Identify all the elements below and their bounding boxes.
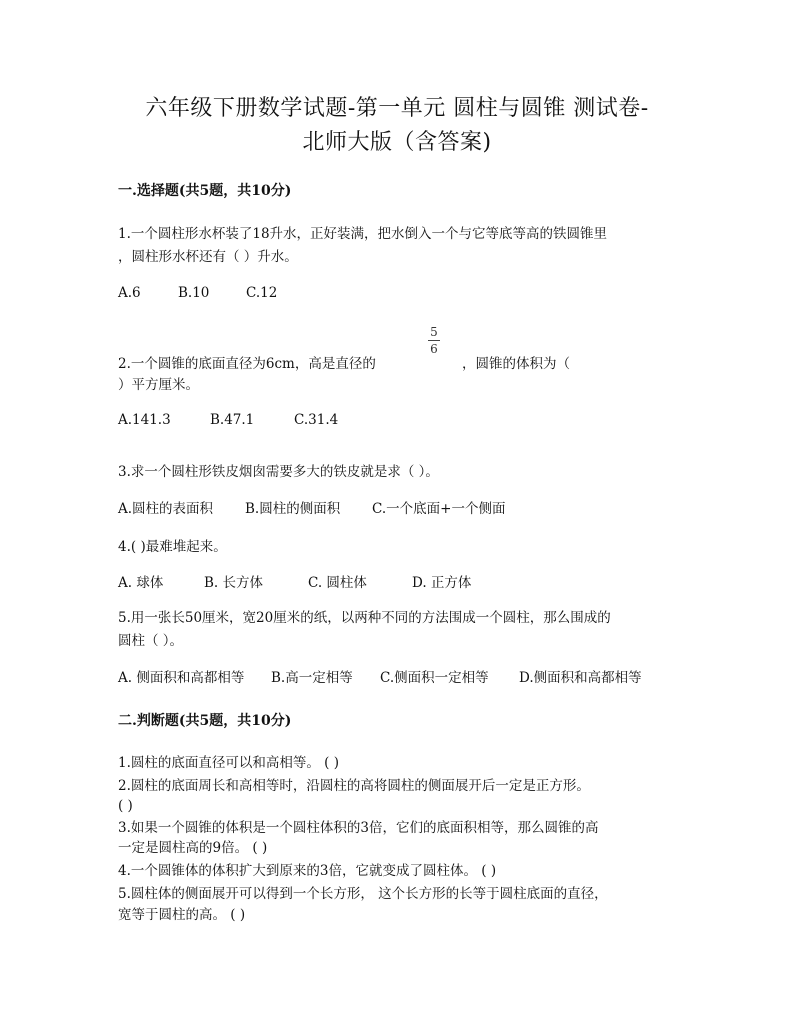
choice-q5-option-c: C.侧面积一定相等 bbox=[380, 670, 489, 686]
choice-q3-option-b: B.圆柱的侧面积 bbox=[245, 501, 341, 517]
choice-q4-option-d: D. 正方体 bbox=[412, 575, 472, 591]
choice-q5-options bbox=[118, 668, 642, 688]
choice-q5-text-line2: 圆柱（ ）。 bbox=[118, 633, 184, 649]
choice-q1-option-c: C.12 bbox=[246, 285, 278, 301]
choice-q1-option-a: A.6 bbox=[118, 285, 141, 301]
choice-q2-option-a: A.141.3 bbox=[118, 412, 171, 428]
choice-q1-text-line2: ，圆柱形水杯还有（ ）升水。 bbox=[118, 249, 298, 265]
choice-q2-option-c: C.31.4 bbox=[294, 412, 339, 428]
page-title-line2: 北师大版（含答案) bbox=[302, 130, 492, 155]
choice-q2-fraction bbox=[426, 325, 442, 356]
choice-q2-text-line1b: ，圆锥的体积为（ bbox=[462, 356, 570, 372]
choice-q3-text-line1: 3.求一个圆柱形铁皮烟囱需要多大的铁皮就是求（ ）。 bbox=[118, 464, 439, 480]
choice-q3-options bbox=[118, 499, 505, 519]
choice-q5-text-line1: 5.用一张长50厘米，宽20厘米的纸，以两种不同的方法围成一个圆柱，那么围成的 bbox=[118, 610, 611, 626]
judge-q3-text-line2: 一定是圆柱高的9倍。 ( ) bbox=[118, 840, 268, 856]
choice-q5-option-d: D.侧面积和高都相等 bbox=[519, 670, 642, 686]
choice-q2-option-b: B.47.1 bbox=[210, 412, 255, 428]
judge-q4-text-line1: 4.一个圆锥体的体积扩大到原来的3倍，它就变成了圆柱体。 ( ) bbox=[118, 863, 497, 879]
section-heading-judge: 二.判断题(共5题，共10分) bbox=[118, 713, 292, 729]
choice-q3-option-a: A.圆柱的表面积 bbox=[118, 501, 214, 517]
choice-q4-option-a: A. 球体 bbox=[118, 575, 164, 591]
choice-q2-text-line1a: 2.一个圆锥的底面直径为6cm，高是直径的 bbox=[118, 356, 376, 372]
page-title-line1: 六年级下册数学试题-第一单元 圆柱与圆锥 测试卷- bbox=[145, 96, 649, 121]
judge-q5-text-line1: 5.圆柱体的侧面展开可以得到一个长方形， 这个长方形的长等于圆柱底面的直径， bbox=[118, 886, 608, 902]
judge-q2-text-line2: ( ) bbox=[118, 798, 133, 814]
choice-q4-option-b: B. 长方体 bbox=[204, 575, 264, 591]
choice-q4-options bbox=[118, 573, 471, 593]
choice-q1-text-line1: 1.一个圆柱形水杯装了18升水，正好装满，把水倒入一个与它等底等高的铁圆锥里 bbox=[118, 226, 608, 242]
judge-q1-text-line1: 1.圆柱的底面直径可以和高相等。 ( ) bbox=[118, 755, 339, 771]
choice-q4-text-line1: 4.( )最难堆起来。 bbox=[118, 539, 227, 555]
judge-q5-text-line2: 宽等于圆柱的高。 ( ) bbox=[118, 907, 246, 923]
fraction-denominator: 6 bbox=[430, 342, 438, 356]
choice-q5-option-a: A. 侧面积和高都相等 bbox=[118, 670, 245, 686]
fraction-numerator: 5 bbox=[430, 325, 438, 339]
choice-q3-option-c: C.一个底面+一个侧面 bbox=[372, 501, 506, 517]
choice-q1-options bbox=[118, 283, 277, 303]
choice-q5-option-b: B.高一定相等 bbox=[271, 670, 353, 686]
choice-q1-option-b: B.10 bbox=[178, 285, 210, 301]
fraction-bar bbox=[428, 340, 440, 341]
choice-q2-options bbox=[118, 410, 338, 430]
section-heading-choice: 一.选择题(共5题，共10分) bbox=[118, 183, 292, 199]
judge-q2-text-line1: 2.圆柱的底面周长和高相等时，沿圆柱的高将圆柱的侧面展开后一定是正方形。 bbox=[118, 778, 590, 794]
judge-q3-text-line1: 3.如果一个圆锥的体积是一个圆柱体积的3倍，它们的底面积相等，那么圆锥的高 bbox=[118, 820, 599, 836]
choice-q2-text-line2: ）平方厘米。 bbox=[118, 377, 199, 393]
choice-q4-option-c: C. 圆柱体 bbox=[308, 575, 367, 591]
